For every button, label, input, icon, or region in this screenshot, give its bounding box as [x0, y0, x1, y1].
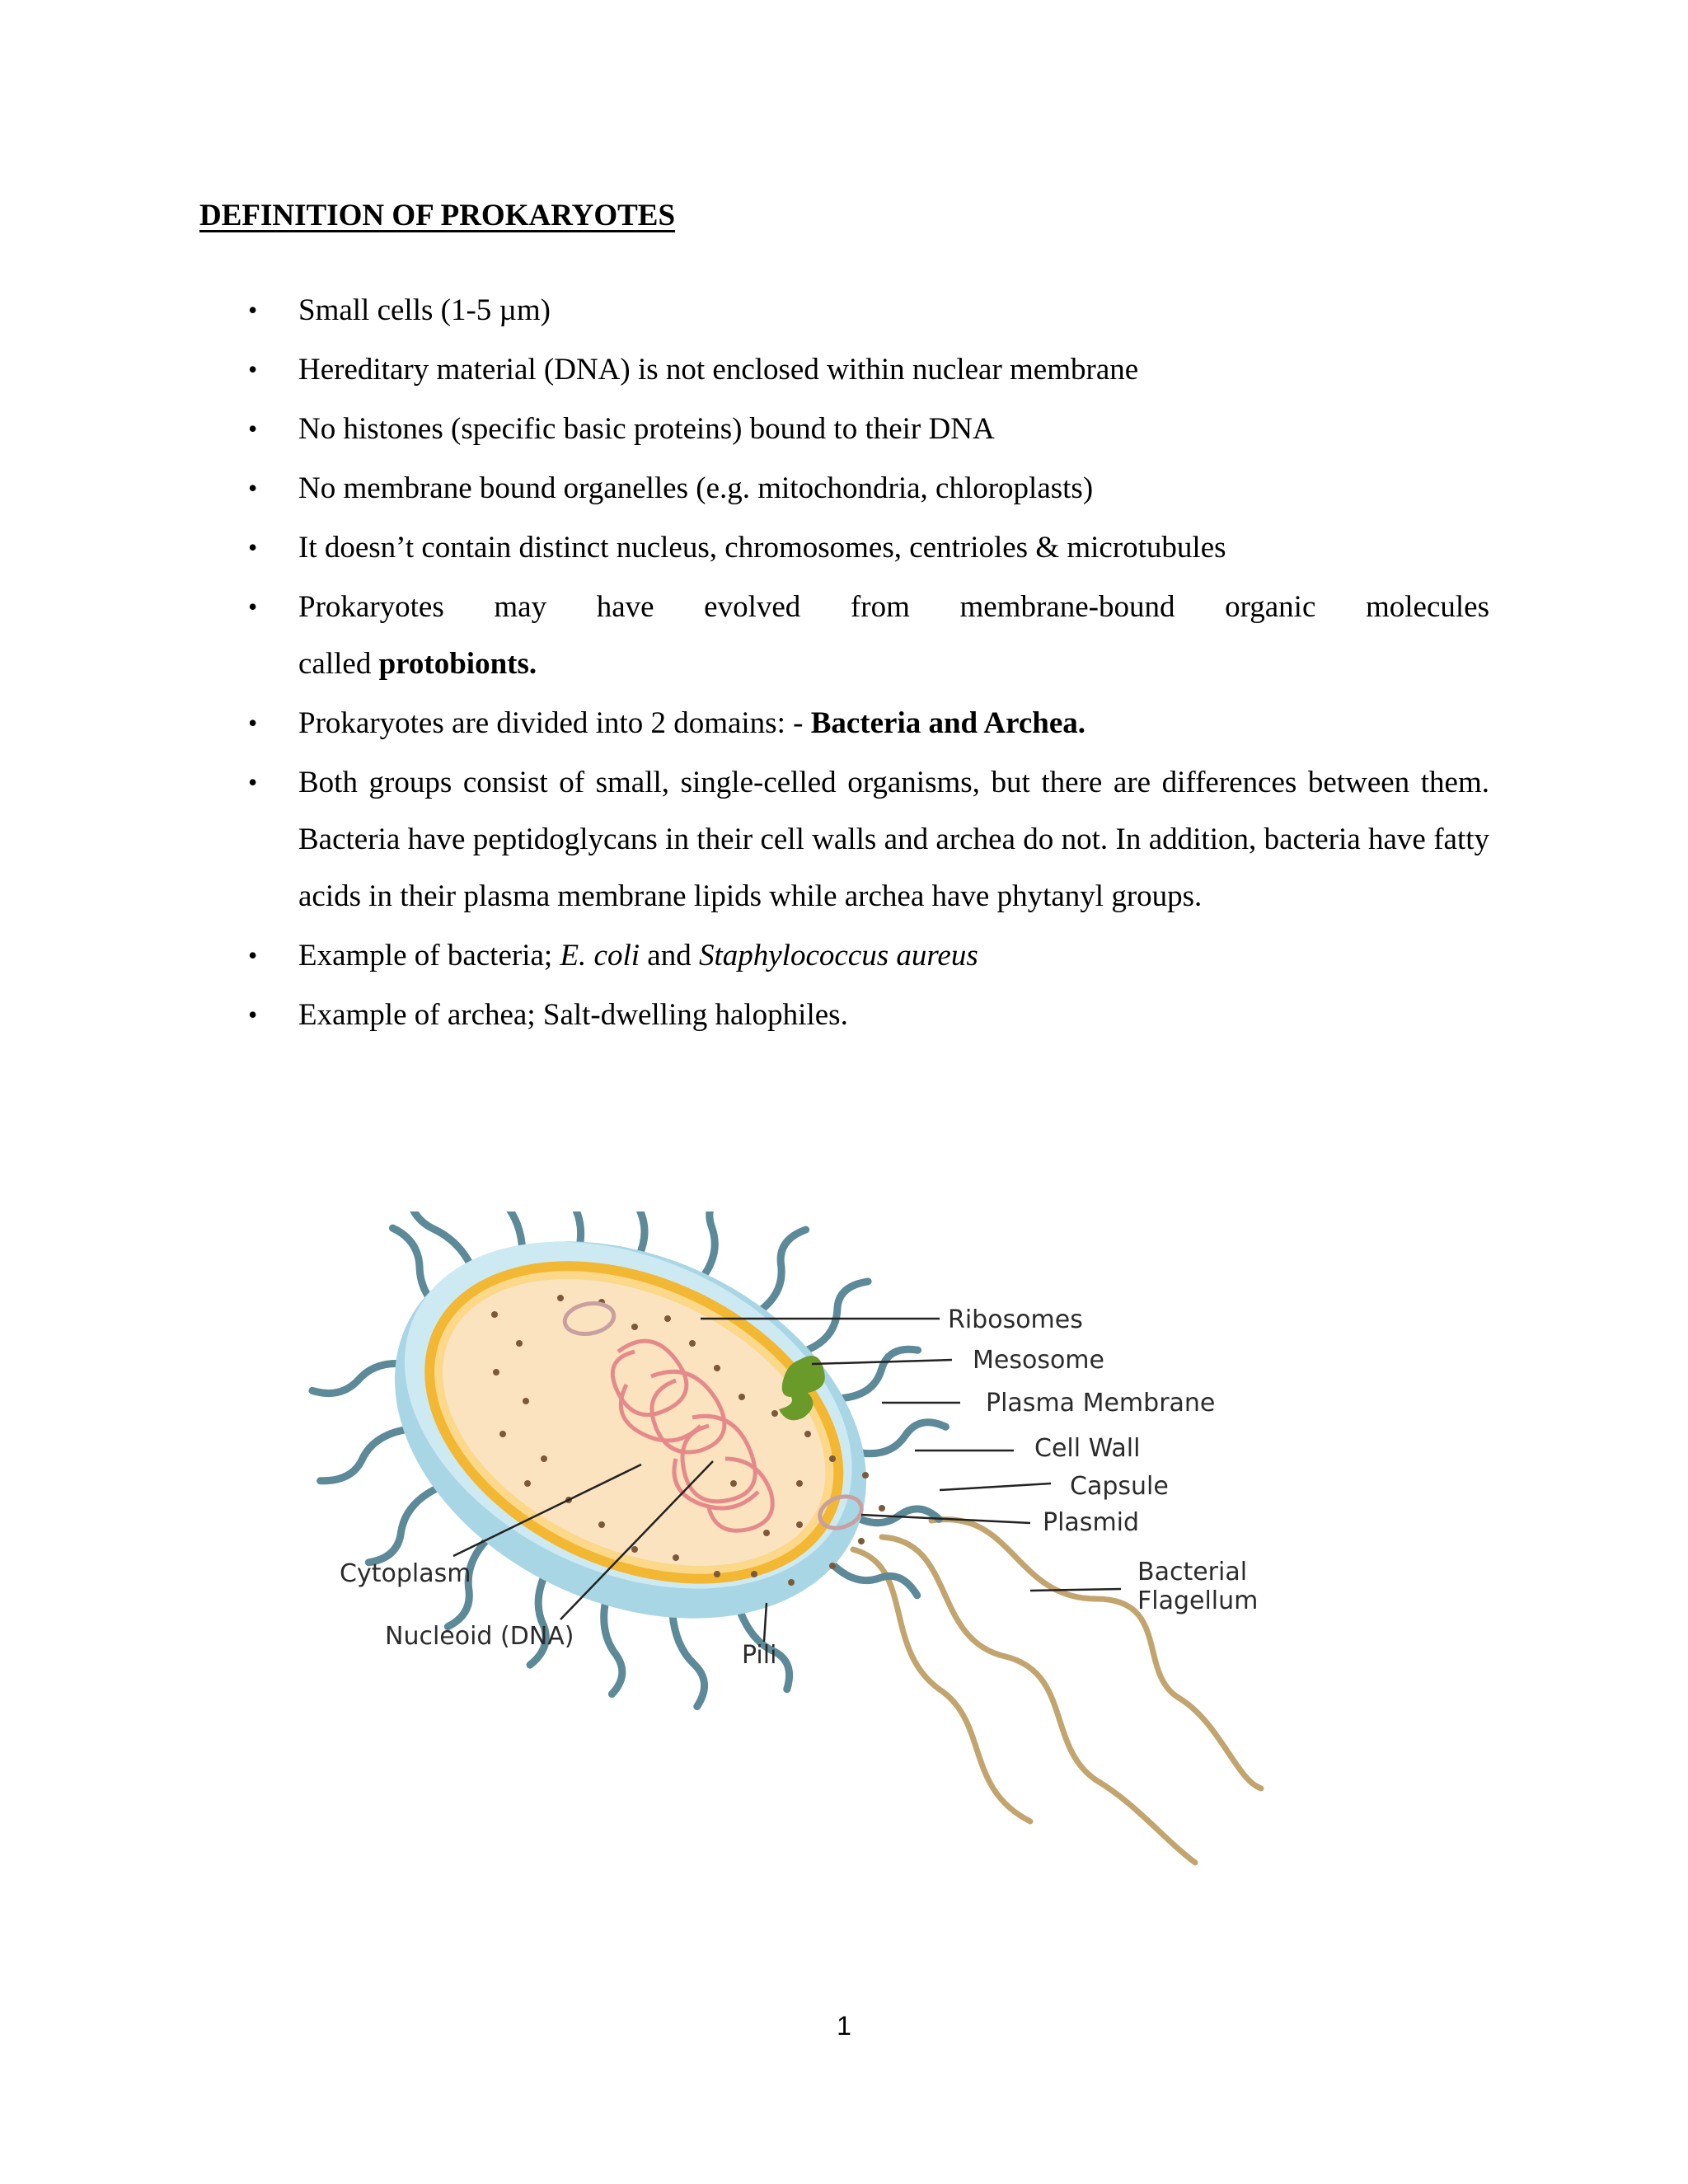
ribosome: [664, 1315, 671, 1322]
ribosome: [524, 1480, 531, 1487]
label-cell-wall: Cell Wall: [1034, 1434, 1141, 1463]
bullet-icon: •: [248, 940, 258, 970]
bold-term: Bacteria and Archea.: [810, 706, 1085, 740]
pilus: [836, 1328, 917, 1422]
list-item: • Example of bacteria; E. coli and Staphylococcus aureus: [251, 927, 1489, 984]
bullet-icon: •: [248, 532, 258, 562]
list-item: • No histones (specific basic proteins) bound to their DNA: [251, 401, 1489, 457]
label-mesosome: Mesosome: [973, 1346, 1104, 1375]
label-plasmid: Plasmid: [1043, 1508, 1140, 1537]
list-item: • Hereditary material (DNA) is not enclosed within nuclear membrane: [251, 341, 1489, 398]
ribosome: [763, 1530, 770, 1536]
bullet-icon: •: [248, 414, 258, 443]
ribosome: [862, 1472, 869, 1479]
pilus: [754, 1224, 806, 1315]
ribosome: [788, 1579, 795, 1586]
ribosome: [738, 1394, 745, 1400]
ribosome: [557, 1295, 564, 1301]
bullet-icon: •: [248, 295, 258, 325]
ribosome: [673, 1554, 679, 1561]
label-pili: Pili: [742, 1641, 777, 1670]
ribosome: [730, 1480, 737, 1487]
ribosome: [714, 1571, 720, 1577]
pilus: [321, 1403, 413, 1507]
species-name: E. coli: [560, 939, 640, 972]
ribosome: [714, 1365, 720, 1371]
species-name: Staphylococcus aureus: [698, 939, 978, 972]
ribosome: [631, 1324, 638, 1330]
pilus: [804, 1269, 868, 1363]
ribosome: [829, 1455, 836, 1462]
label-flagellum-line1: Bacterial: [1137, 1558, 1248, 1586]
pilus: [641, 1613, 729, 1707]
ribosome: [598, 1521, 605, 1528]
ribosome: [751, 1571, 757, 1577]
ribosome: [796, 1480, 803, 1487]
label-flagellum-line2: Flagellum: [1137, 1586, 1259, 1615]
bullet-icon: •: [248, 473, 258, 503]
ribosome: [689, 1340, 696, 1347]
bullet-icon: •: [248, 592, 258, 621]
list-item: • Example of archea; Salt-dwelling halophiles.: [251, 987, 1489, 1043]
list-item: • Both groups consist of small, single-celled organisms, but there are differences between them. Bacteria have peptidoglycans in their cell walls and archea do not. In addition, bacteria have fatty acids in their plasma membrane lipids while archea have phytanyl groups.: [251, 754, 1489, 925]
pilus: [571, 1601, 649, 1695]
list-item: • Prokaryotes are divided into 2 domains: - Bacteria and Archea.: [251, 695, 1489, 752]
list-item: • No membrane bound organelles (e.g. mitochondria, chloroplasts): [251, 460, 1489, 517]
ribosome: [491, 1311, 498, 1318]
list-item: • It doesn’t contain distinct nucleus, chromosomes, centrioles & microtubules: [251, 519, 1489, 576]
label-cytoplasm: Cytoplasm: [340, 1559, 471, 1588]
ribosome: [499, 1431, 506, 1437]
bullet-icon: •: [248, 767, 258, 797]
ribosome: [631, 1546, 638, 1553]
page-number: 1: [837, 2011, 851, 2041]
bullet-icon: •: [248, 1000, 258, 1029]
bullet-list: [248, 282, 1489, 1046]
bullet-icon: •: [248, 354, 258, 384]
ribosome: [796, 1521, 803, 1528]
ribosome: [493, 1369, 499, 1376]
list-item: • Prokaryotes may have evolved from membrane-bound organic molecules called protobionts.: [251, 579, 1489, 692]
label-plasma-membrane: Plasma Membrane: [986, 1389, 1216, 1418]
ribosome: [804, 1431, 811, 1437]
prokaryote-cell-diagram: [305, 1212, 1327, 1871]
label-ribosomes: Ribosomes: [948, 1305, 1083, 1334]
ribosome: [879, 1505, 885, 1511]
ribosome: [523, 1398, 529, 1404]
ribosome: [829, 1563, 836, 1569]
bold-term: protobionts.: [378, 647, 537, 681]
page-title: DEFINITION OF PROKARYOTES: [199, 199, 676, 232]
list-item: • Small cells (1-5 µm): [251, 282, 1489, 339]
label-nucleoid: Nucleoid (DNA): [385, 1622, 574, 1651]
ribosome: [541, 1455, 547, 1462]
bullet-icon: •: [248, 708, 258, 738]
ribosome: [858, 1538, 865, 1544]
pilus: [852, 1395, 945, 1483]
label-capsule: Capsule: [1070, 1472, 1169, 1501]
ribosome: [516, 1340, 523, 1347]
ribosome: [771, 1410, 778, 1417]
